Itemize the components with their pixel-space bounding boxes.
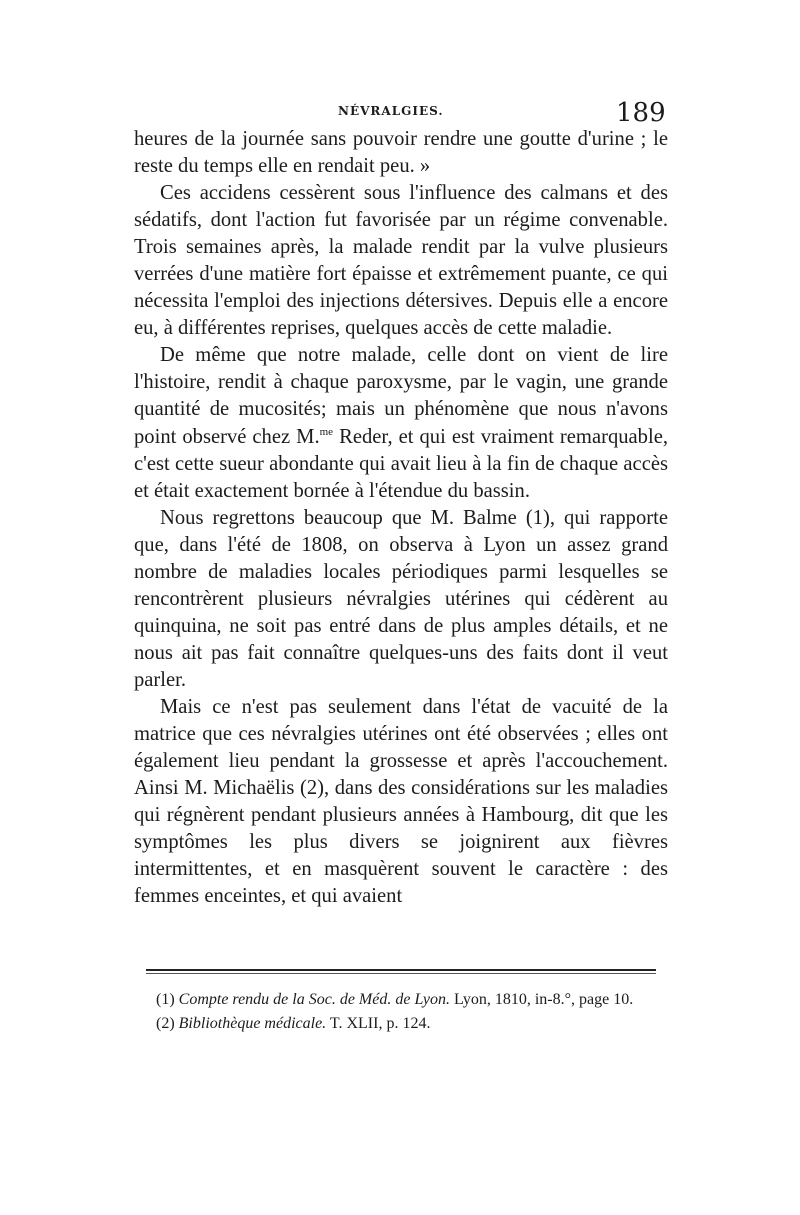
body-text — [134, 126, 668, 910]
page-number: 189 — [616, 98, 666, 128]
paragraph-3 — [134, 342, 668, 504]
footnote-1-source: Compte rendu de la Soc. de Méd. de Lyon. — [178, 991, 450, 1008]
paragraph-4: Nous regrettons beaucoup que M. Balme (1), qui rapporte que, dans l'été de 1808, on observa à Lyon un assez grand nombre de maladies locales périodiques parmi lesquelles se rencontrèrent plusieurs névralgies utérines qui cédèrent au quinquina, ne soit pas entré dans de plus amples détails, et ne nous ait pas fait connaître quelques-uns des faits dont il veut parler. — [134, 506, 668, 691]
running-title: NÉVRALGIES. — [338, 104, 444, 118]
footnote-2-source: Bibliothèque médicale. — [178, 1015, 327, 1032]
footnote-1 — [134, 988, 668, 1012]
paragraph-1: heures de la journée sans pouvoir rendre une goutte d'urine ; le reste du temps elle en rendait peu. » — [134, 128, 668, 178]
footnotes — [134, 988, 668, 1036]
footnote-2-mark: (2) — [156, 1015, 175, 1032]
paragraph-2: Ces accidens cessèrent sous l'influence des calmans et des sédatifs, dont l'action fut favorisée par un régime convenable. Trois semaines après, la malade rendit par la vulve plusieurs verrées d'une matière fort épaisse et extrêmement puante, ce qui nécessita l'emploi des injections détersives. Depuis elle a encore eu, à différentes reprises, quelques accès de cette maladie. — [134, 182, 668, 340]
footnote-2 — [134, 1012, 668, 1036]
footnote-rule-thin — [146, 973, 656, 974]
running-header — [0, 98, 800, 128]
footnote-1-mark: (1) — [156, 991, 175, 1008]
paragraph-3-part-b: Reder, et qui est vraiment remarquable, c'est cette sueur abondante qui avait lieu à la fin de chaque accès et était exactement bornée à l'étendue du bassin. — [134, 425, 668, 502]
footnote-1-details: Lyon, 1810, in-8.°, page 10. — [449, 991, 634, 1008]
superscript-me: me — [319, 425, 334, 438]
footnote-2-details: T. XLII, p. 124. — [326, 1015, 431, 1032]
paragraph-5: Mais ce n'est pas seulement dans l'état de vacuité de la matrice que ces névralgies utérines ont été observées ; elles ont également lieu pendant la grossesse et après l'accouchement. Ainsi M. Michaëlis (2), dans des considérations sur les maladies qui régnèrent pendant plusieurs années à Hambourg, dit que les symptômes les plus divers se joignirent aux fièvres intermittentes, et en masquèrent souvent le caractère : des femmes enceintes, et qui avaient — [134, 695, 668, 908]
footnote-rule — [146, 969, 656, 971]
paragraph-3-part-a: De même que notre malade, celle dont on vient de lire l'histoire, rendit à chaque paroxysme, par le vagin, une grande quantité de mucosités; mais un phénomène que nous n'avons point observé chez M. — [134, 344, 668, 448]
